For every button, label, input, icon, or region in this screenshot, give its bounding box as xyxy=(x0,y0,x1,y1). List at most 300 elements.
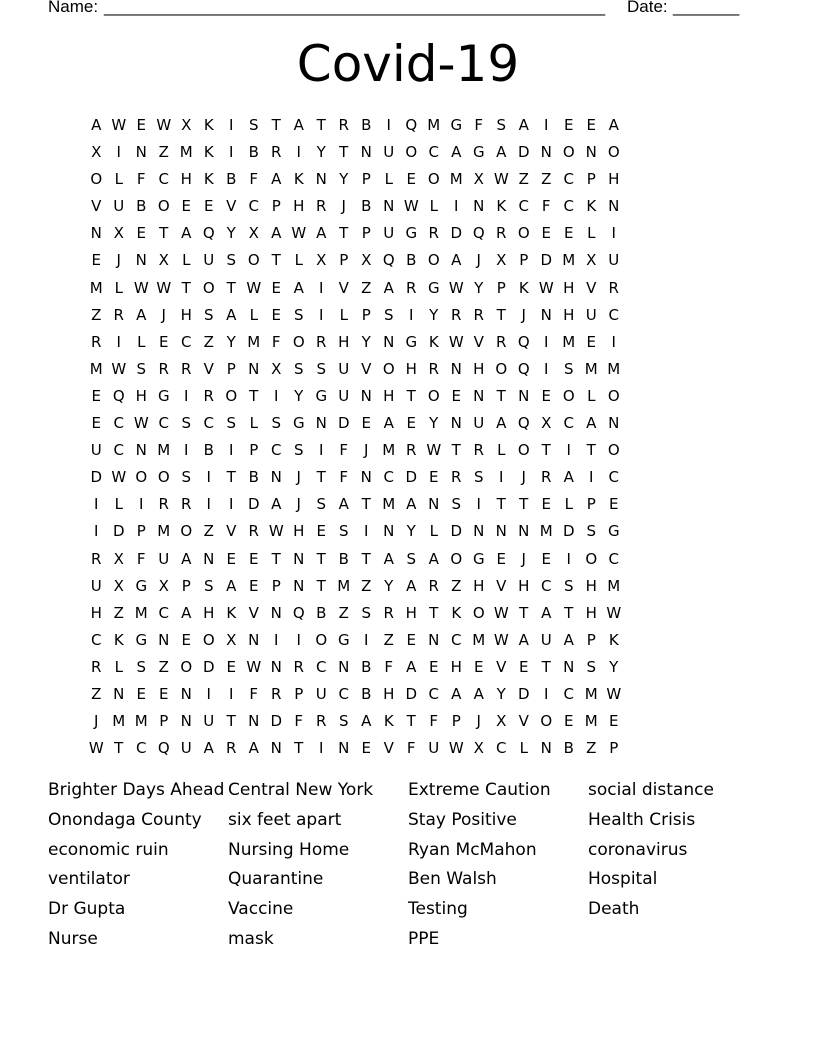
grid-letter: E xyxy=(429,657,439,676)
grid-letter: O xyxy=(540,712,553,731)
grid-letter: Q xyxy=(157,739,170,758)
grid-letter: I xyxy=(206,684,211,703)
grid-letter: W xyxy=(133,278,149,297)
grid-letter: S xyxy=(293,305,304,324)
grid-letter: K xyxy=(203,116,214,134)
grid-letter: D xyxy=(517,684,530,703)
grid-letter: G xyxy=(405,224,418,243)
grid-letter: N xyxy=(450,414,462,433)
grid-letter: N xyxy=(248,359,260,378)
grid-letter: R xyxy=(428,224,439,243)
grid-letter: C xyxy=(428,684,439,703)
grid-letter: H xyxy=(383,684,395,703)
grid-letter: I xyxy=(319,305,324,324)
grid-letter: C xyxy=(158,170,169,189)
grid-letter: X xyxy=(316,251,327,270)
grid-letter: H xyxy=(585,576,597,595)
grid-letter: M xyxy=(337,576,351,595)
grid-letter: E xyxy=(586,332,596,351)
grid-letter: R xyxy=(181,495,192,514)
grid-letter: I xyxy=(544,116,549,134)
grid-letter: U xyxy=(90,441,102,460)
grid-letter: A xyxy=(586,414,597,433)
grid-letter: A xyxy=(383,549,394,568)
grid-letter: I xyxy=(296,143,301,162)
grid-letter: F xyxy=(294,712,304,731)
grid-letter: D xyxy=(202,657,215,676)
grid-letter: B xyxy=(316,603,327,622)
grid-letter: C xyxy=(608,549,619,568)
word-bank-item: Stay Positive xyxy=(408,809,517,830)
grid-letter: P xyxy=(181,576,191,595)
grid-letter: T xyxy=(159,224,169,243)
grid-letter: R xyxy=(271,143,282,162)
grid-letter: J xyxy=(476,712,481,731)
grid-letter: H xyxy=(383,386,395,405)
grid-letter: H xyxy=(473,576,485,595)
grid-letter: O xyxy=(607,386,620,405)
grid-letter: D xyxy=(517,143,530,162)
grid-letter: H xyxy=(338,332,350,351)
grid-letter: K xyxy=(496,197,507,216)
grid-letter: J xyxy=(116,251,121,270)
grid-letter: R xyxy=(496,224,507,243)
grid-letter: I xyxy=(319,739,324,758)
grid-letter: X xyxy=(586,251,597,270)
grid-letter: W xyxy=(88,739,104,758)
grid-letter: E xyxy=(406,414,416,433)
grid-letter: I xyxy=(116,143,121,162)
grid-row xyxy=(85,112,737,139)
grid-letter: L xyxy=(564,495,573,514)
grid-letter: U xyxy=(338,359,350,378)
grid-letter: N xyxy=(428,495,440,514)
grid-letter: M xyxy=(89,278,103,297)
grid-letter: O xyxy=(90,170,103,189)
grid-letter: A xyxy=(338,495,349,514)
grid-letter: M xyxy=(157,522,171,541)
grid-letter: U xyxy=(203,251,215,270)
grid-letter: Y xyxy=(429,305,439,324)
grid-row xyxy=(85,302,737,329)
grid-letter: E xyxy=(226,657,236,676)
grid-letter: S xyxy=(586,522,597,541)
grid-letter: E xyxy=(541,224,551,243)
grid-letter: C xyxy=(316,657,327,676)
name-blank-line: _____________________________________________________ xyxy=(104,0,606,16)
grid-letter: N xyxy=(270,468,282,487)
grid-letter: C xyxy=(338,684,349,703)
grid-letter: J xyxy=(521,468,526,487)
grid-row xyxy=(85,166,737,193)
grid-letter: O xyxy=(180,657,193,676)
grid-letter: T xyxy=(271,251,281,270)
grid-letter: G xyxy=(607,522,620,541)
grid-letter: X xyxy=(248,224,259,243)
grid-letter: E xyxy=(91,386,101,405)
grid-row xyxy=(85,573,737,600)
grid-letter: B xyxy=(338,549,349,568)
grid-letter: D xyxy=(405,468,418,487)
grid-letter: W xyxy=(111,116,127,134)
grid-letter: C xyxy=(563,684,574,703)
grid-letter: T xyxy=(496,495,506,514)
grid-row xyxy=(85,735,737,762)
grid-letter: E xyxy=(609,712,619,731)
grid-letter: G xyxy=(292,414,305,433)
grid-letter: R xyxy=(226,739,237,758)
grid-letter: E xyxy=(204,197,214,216)
grid-letter: V xyxy=(91,197,102,216)
grid-letter: R xyxy=(203,386,214,405)
grid-letter: N xyxy=(315,414,327,433)
grid-letter: Z xyxy=(451,576,462,595)
grid-letter: S xyxy=(203,576,214,595)
grid-letter: L xyxy=(182,251,191,270)
grid-letter: D xyxy=(450,224,463,243)
grid-letter: N xyxy=(450,359,462,378)
grid-letter: O xyxy=(517,224,530,243)
grid-row xyxy=(85,139,737,166)
grid-letter: R xyxy=(293,657,304,676)
grid-letter: N xyxy=(315,170,327,189)
grid-letter: W xyxy=(156,116,172,134)
grid-letter: I xyxy=(499,468,504,487)
grid-letter: C xyxy=(113,414,124,433)
grid-letter: A xyxy=(608,116,619,134)
grid-letter: G xyxy=(405,332,418,351)
grid-letter: T xyxy=(316,549,326,568)
word-bank-item: Health Crisis xyxy=(588,809,696,830)
grid-letter: K xyxy=(451,603,462,622)
grid-letter: W xyxy=(448,278,464,297)
grid-letter: V xyxy=(338,278,349,297)
grid-letter: Z xyxy=(518,170,529,189)
grid-letter: C xyxy=(608,468,619,487)
grid-letter: R xyxy=(473,305,484,324)
grid-letter: Y xyxy=(609,657,619,676)
word-bank-item: Extreme Caution xyxy=(408,780,551,800)
grid-letter: N xyxy=(518,522,530,541)
grid-letter: Z xyxy=(203,522,214,541)
grid-letter: I xyxy=(184,441,189,460)
grid-letter: C xyxy=(271,441,282,460)
grid-letter: G xyxy=(472,549,485,568)
grid-letter: A xyxy=(383,278,394,297)
grid-letter: B xyxy=(248,468,259,487)
grid-letter: M xyxy=(134,603,148,622)
grid-letter: O xyxy=(135,468,148,487)
grid-letter: U xyxy=(158,549,170,568)
grid-letter: H xyxy=(90,603,102,622)
grid-letter: M xyxy=(89,359,103,378)
grid-letter: U xyxy=(473,414,485,433)
grid-letter: R xyxy=(451,305,462,324)
grid-row xyxy=(85,329,737,356)
grid-letter: H xyxy=(473,359,485,378)
word-bank-item: Nursing Home xyxy=(228,839,350,860)
grid-letter: I xyxy=(589,468,594,487)
grid-letter: Q xyxy=(517,414,530,433)
grid-letter: S xyxy=(181,468,192,487)
grid-letter: L xyxy=(339,305,348,324)
grid-letter: E xyxy=(406,630,416,649)
grid-letter: G xyxy=(427,278,440,297)
grid-letter: F xyxy=(339,441,349,460)
grid-letter: S xyxy=(496,116,507,134)
grid-letter: I xyxy=(206,468,211,487)
grid-letter: O xyxy=(157,197,170,216)
grid-letter: E xyxy=(361,739,371,758)
grid-letter: X xyxy=(181,116,192,134)
grid-letter: W xyxy=(448,332,464,351)
grid-row xyxy=(85,220,737,247)
grid-letter: D xyxy=(112,522,125,541)
grid-letter: U xyxy=(383,224,395,243)
grid-letter: N xyxy=(563,657,575,676)
name-label: Name: xyxy=(48,0,99,16)
grid-letter: C xyxy=(428,143,439,162)
grid-letter: A xyxy=(316,224,327,243)
grid-letter: E xyxy=(361,414,371,433)
grid-letter: M xyxy=(157,441,171,460)
grid-letter: E xyxy=(136,224,146,243)
grid-letter: I xyxy=(544,332,549,351)
grid-letter: N xyxy=(360,386,372,405)
grid-letter: K xyxy=(203,143,214,162)
word-bank-item: six feet apart xyxy=(228,809,342,830)
grid-letter: I xyxy=(206,495,211,514)
grid-letter: H xyxy=(293,197,305,216)
grid-letter: A xyxy=(473,684,484,703)
grid-letter: V xyxy=(248,603,259,622)
grid-letter: O xyxy=(450,549,463,568)
grid-letter: A xyxy=(406,495,417,514)
grid-letter: H xyxy=(450,657,462,676)
grid-letter: E xyxy=(474,657,484,676)
grid-letter: P xyxy=(361,305,371,324)
grid-letter: U xyxy=(180,739,192,758)
grid-letter: J xyxy=(296,495,301,514)
grid-letter: S xyxy=(136,359,147,378)
grid-letter: A xyxy=(271,224,282,243)
grid-letter: R xyxy=(158,359,169,378)
grid-letter: R xyxy=(451,468,462,487)
grid-row xyxy=(85,491,737,518)
word-bank-item: mask xyxy=(228,928,274,949)
grid-letter: Q xyxy=(112,386,125,405)
grid-letter: W xyxy=(246,657,262,676)
grid-letter: D xyxy=(270,712,283,731)
grid-letter: N xyxy=(180,712,192,731)
grid-letter: M xyxy=(584,712,598,731)
grid-letter: M xyxy=(539,522,553,541)
grid-letter: S xyxy=(271,414,282,433)
grid-letter: I xyxy=(611,224,616,243)
grid-letter: X xyxy=(271,359,282,378)
grid-letter: O xyxy=(495,359,508,378)
word-bank-item: social distance xyxy=(588,780,714,800)
grid-letter: C xyxy=(496,739,507,758)
grid-letter: U xyxy=(540,630,552,649)
grid-letter: S xyxy=(316,495,327,514)
grid-letter: N xyxy=(540,143,552,162)
grid-letter: A xyxy=(563,630,574,649)
grid-letter: Q xyxy=(472,224,485,243)
grid-letter: W xyxy=(538,278,554,297)
grid-letter: E xyxy=(541,386,551,405)
grid-letter: L xyxy=(114,170,123,189)
grid-letter: Y xyxy=(406,522,416,541)
grid-letter: U xyxy=(203,712,215,731)
grid-letter: R xyxy=(608,278,619,297)
grid-letter: L xyxy=(497,441,506,460)
grid-letter: A xyxy=(226,576,237,595)
grid-letter: Q xyxy=(202,224,215,243)
grid-letter: S xyxy=(406,549,417,568)
grid-letter: N xyxy=(113,684,125,703)
grid-letter: W xyxy=(493,603,509,622)
grid-letter: T xyxy=(496,386,506,405)
grid-letter: W xyxy=(493,170,509,189)
grid-letter: T xyxy=(496,305,506,324)
grid-letter: N xyxy=(158,630,170,649)
grid-letter: E xyxy=(451,386,461,405)
grid-letter: I xyxy=(364,630,369,649)
grid-letter: I xyxy=(544,359,549,378)
grid-letter: Y xyxy=(384,576,394,595)
grid-letter: A xyxy=(293,116,304,134)
word-bank-item: PPE xyxy=(408,928,440,949)
grid-letter: I xyxy=(184,386,189,405)
grid-letter: A xyxy=(136,305,147,324)
grid-letter: G xyxy=(315,386,328,405)
grid-letter: O xyxy=(405,143,418,162)
grid-letter: Z xyxy=(158,657,169,676)
grid-letter: Z xyxy=(586,739,597,758)
grid-letter: N xyxy=(135,143,147,162)
grid-letter: P xyxy=(586,170,596,189)
grid-letter: R xyxy=(541,468,552,487)
grid-row xyxy=(85,275,737,302)
grid-letter: C xyxy=(541,576,552,595)
grid-letter: M xyxy=(449,170,463,189)
grid-letter: D xyxy=(405,684,418,703)
grid-letter: N xyxy=(585,143,597,162)
grid-row xyxy=(85,681,737,708)
grid-letter: L xyxy=(429,197,438,216)
grid-letter: L xyxy=(249,414,258,433)
word-bank-item: Ryan McMahon xyxy=(408,839,537,860)
grid-letter: C xyxy=(383,468,394,487)
grid-letter: V xyxy=(203,359,214,378)
grid-letter: O xyxy=(517,441,530,460)
grid-letter: P xyxy=(249,441,259,460)
grid-letter: A xyxy=(518,630,529,649)
grid-letter: I xyxy=(566,549,571,568)
grid-row xyxy=(85,437,737,464)
grid-letter: S xyxy=(338,712,349,731)
word-bank-item: Onondaga County xyxy=(48,809,202,830)
grid-letter: E xyxy=(586,116,596,134)
grid-letter: Y xyxy=(496,684,506,703)
grid-letter: R xyxy=(338,116,349,134)
grid-letter: S xyxy=(383,305,394,324)
grid-letter: R xyxy=(181,359,192,378)
grid-letter: S xyxy=(181,414,192,433)
grid-letter: Z xyxy=(91,684,102,703)
grid-letter: F xyxy=(249,170,259,189)
grid-letter: A xyxy=(428,549,439,568)
grid-letter: W xyxy=(291,224,307,243)
grid-letter: A xyxy=(451,684,462,703)
grid-letter: F xyxy=(541,197,551,216)
grid-letter: S xyxy=(563,359,574,378)
grid-letter: M xyxy=(382,441,396,460)
grid-letter: O xyxy=(157,468,170,487)
grid-letter: C xyxy=(563,170,574,189)
grid-letter: Z xyxy=(158,143,169,162)
grid-letter: P xyxy=(226,359,236,378)
date-label: Date: xyxy=(627,0,668,16)
grid-letter: V xyxy=(361,359,372,378)
grid-letter: Y xyxy=(361,332,371,351)
grid-letter: N xyxy=(383,522,395,541)
grid-letter: P xyxy=(451,712,461,731)
grid-letter: U xyxy=(585,305,597,324)
grid-letter: I xyxy=(611,332,616,351)
grid-letter: I xyxy=(229,116,234,134)
grid-letter: A xyxy=(91,116,102,134)
grid-letter: V xyxy=(496,657,507,676)
grid-letter: Y xyxy=(226,224,236,243)
grid-letter: D xyxy=(562,522,575,541)
grid-row xyxy=(85,193,737,220)
grid-letter: F xyxy=(136,549,146,568)
grid-letter: X xyxy=(91,143,102,162)
grid-letter: F xyxy=(249,684,259,703)
grid-letter: A xyxy=(293,278,304,297)
grid-letter: Q xyxy=(405,116,418,134)
grid-letter: T xyxy=(316,116,326,134)
grid-letter: R xyxy=(316,712,327,731)
grid-letter: O xyxy=(202,630,215,649)
grid-letter: W xyxy=(156,278,172,297)
grid-letter: A xyxy=(518,116,529,134)
grid-letter: E xyxy=(564,712,574,731)
grid-letter: N xyxy=(608,197,620,216)
grid-letter: T xyxy=(451,441,461,460)
grid-letter: H xyxy=(405,603,417,622)
word-bank-item: Testing xyxy=(408,899,468,920)
grid-letter: N xyxy=(293,549,305,568)
grid-letter: A xyxy=(406,576,417,595)
grid-letter: W xyxy=(403,197,419,216)
grid-letter: R xyxy=(271,684,282,703)
grid-letter: U xyxy=(383,143,395,162)
grid-letter: B xyxy=(563,739,574,758)
grid-letter: C xyxy=(563,197,574,216)
grid-letter: A xyxy=(181,549,192,568)
grid-letter: I xyxy=(296,630,301,649)
grid-letter: M xyxy=(562,251,576,270)
grid-letter: H xyxy=(293,522,305,541)
grid-letter: X xyxy=(113,576,124,595)
grid-letter: K xyxy=(113,630,124,649)
grid-letter: N xyxy=(248,630,260,649)
word-bank-item: Nurse xyxy=(48,928,98,949)
grid-letter: S xyxy=(473,468,484,487)
